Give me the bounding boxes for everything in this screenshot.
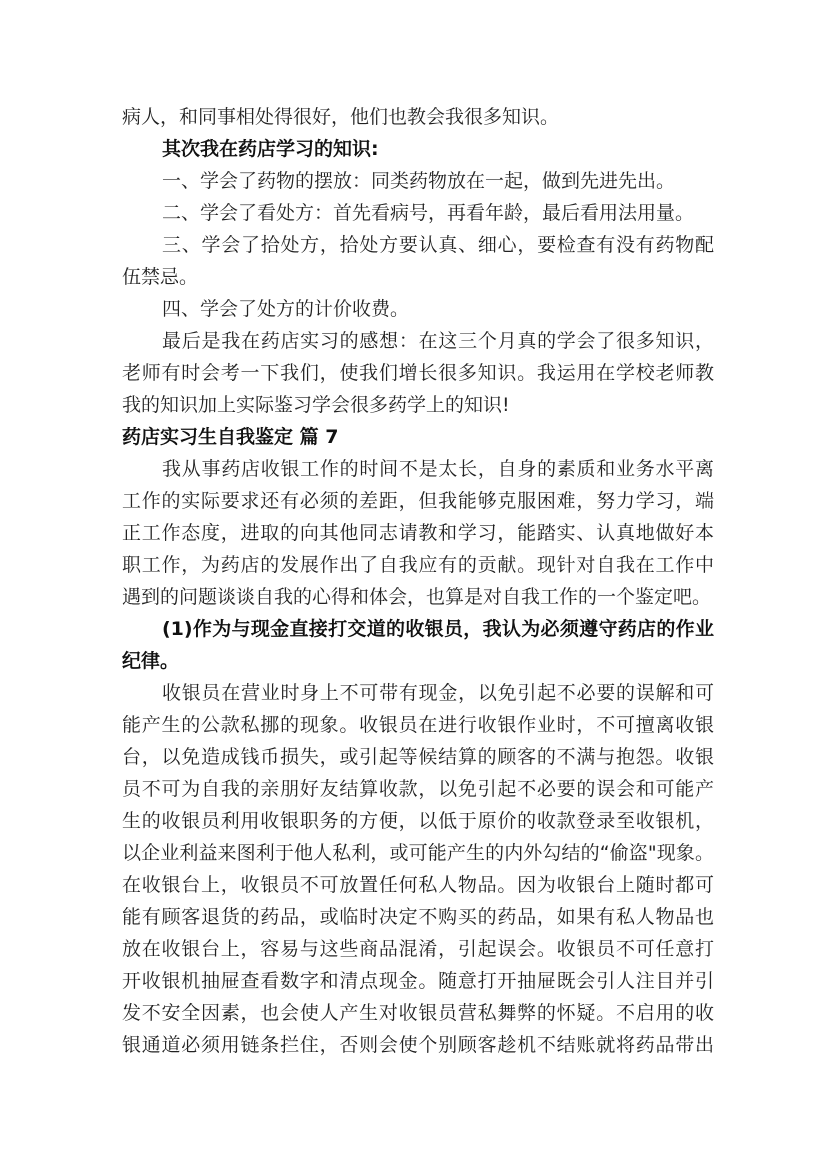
text-line: 正工作态度，进取的向其他同志请教和学习，能踏实、认真地做好本 xyxy=(122,522,714,544)
paragraph xyxy=(122,101,714,133)
text-line: 生的收银员利用收银职务的方便，以低于原价的收款登录至收银机， xyxy=(122,810,714,832)
text-line: (1)作为与现金直接打交道的收银员，我认为必须遵守药店的作业 xyxy=(162,618,714,640)
text-line: 职工作，为药店的发展作出了自我应有的贡献。现针对自我在工作中 xyxy=(122,554,714,576)
document-body xyxy=(122,101,714,1061)
text-line: 最后是我在药店实习的感想：在这三个月真的学会了很多知识， xyxy=(162,330,714,352)
text-line: 三、学会了拾处方，拾处方要认真、细心，要检查有没有药物配 xyxy=(162,234,714,256)
text-line: 发不安全因素，也会使人产生对收银员营私舞弊的怀疑。不启用的收 xyxy=(122,1002,714,1024)
paragraph xyxy=(122,293,714,325)
paragraph xyxy=(122,165,714,197)
text-line: 开收银机抽屉查看数字和清点现金。随意打开抽屉既会引人注目并引 xyxy=(122,970,714,992)
text-line: 收银员在营业时身上不可带有现金，以免引起不必要的误解和可 xyxy=(162,682,714,704)
text-line: 银通道必须用链条拦住，否则会使个别顾客趁机不结账就将药品带出 xyxy=(122,1034,714,1056)
paragraph xyxy=(122,197,714,229)
text-line: 一、学会了药物的摆放：同类药物放在一起，做到先进先出。 xyxy=(162,170,676,192)
paragraph xyxy=(122,325,714,421)
text-line: 四、学会了处方的计价收费。 xyxy=(162,298,410,320)
text-line: 员不可为自我的亲朋好友结算收款，以免引起不必要的误会和可能产 xyxy=(122,778,714,800)
paragraph xyxy=(122,677,714,1061)
text-line: 能有顾客退货的药品，或临时决定不购买的药品，如果有私人物品也 xyxy=(122,906,714,928)
heading-paragraph xyxy=(122,133,714,165)
text-line: 伍禁忌。 xyxy=(122,266,199,288)
text-line: 能产生的公款私挪的现象。收银员在进行收银作业时，不可擅离收银 xyxy=(122,714,714,736)
heading-paragraph xyxy=(122,421,714,453)
text-line: 其次我在药店学习的知识: xyxy=(162,138,379,160)
text-line: 病人，和同事相处得很好，他们也教会我很多知识。 xyxy=(122,106,560,128)
text-line: 老师有时会考一下我们，使我们增长很多知识。我运用在学校老师教 xyxy=(122,362,714,384)
text-line: 二、学会了看处方：首先看病号，再看年龄，最后看用法用量。 xyxy=(162,202,695,224)
text-line: 我的知识加上实际鉴习学会很多药学上的知识! xyxy=(122,394,510,416)
text-line: 以企业利益来图利于他人私利，或可能产生的内外勾结的“偷盗"现象。 xyxy=(122,842,714,864)
paragraph xyxy=(122,229,714,293)
heading-paragraph xyxy=(122,613,714,677)
text-line: 放在收银台上，容易与这些商品混淆，引起误会。收银员不可任意打 xyxy=(122,938,714,960)
text-line: 工作的实际要求还有必须的差距，但我能够克服困难，努力学习，端 xyxy=(122,490,714,512)
paragraph xyxy=(122,453,714,613)
text-line: 遇到的问题谈谈自我的心得和体会，也算是对自我工作的一个鉴定吧。 xyxy=(122,586,712,608)
text-line: 台，以免造成钱币损失，或引起等候结算的顾客的不满与抱怨。收银 xyxy=(122,746,714,768)
text-line: 药店实习生自我鉴定 篇 7 xyxy=(122,426,339,448)
text-line: 我从事药店收银工作的时间不是太长，自身的素质和业务水平离 xyxy=(162,458,714,480)
text-line: 纪律。 xyxy=(122,650,180,672)
text-line: 在收银台上，收银员不可放置任何私人物品。因为收银台上随时都可 xyxy=(122,874,714,896)
